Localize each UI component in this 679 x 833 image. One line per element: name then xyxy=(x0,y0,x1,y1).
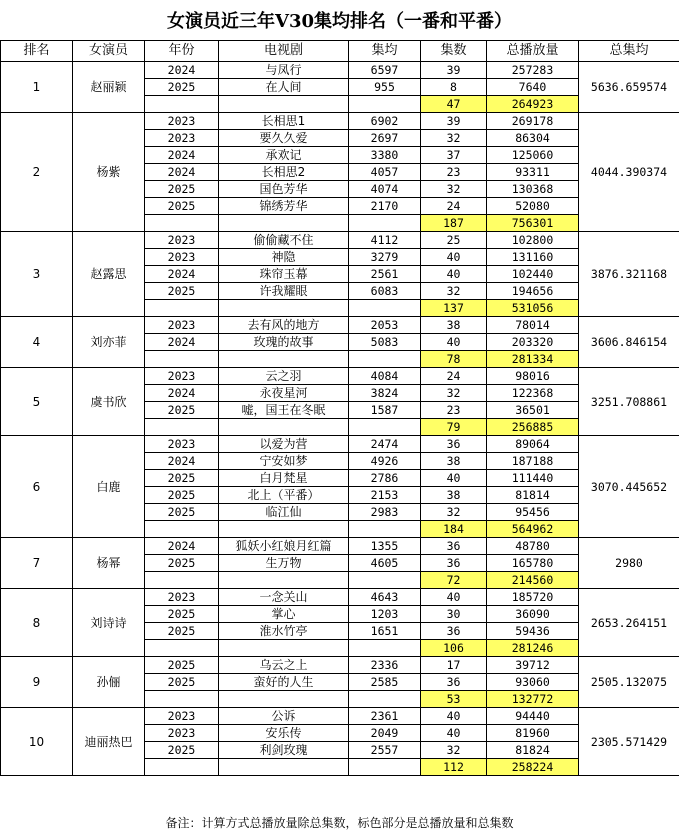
year-cell: 2023 xyxy=(145,368,219,385)
episodes-cell: 24 xyxy=(421,368,487,385)
drama-cell: 要久久爱 xyxy=(219,130,349,147)
episode-avg-cell: 4112 xyxy=(349,232,421,249)
episode-avg-cell: 3380 xyxy=(349,147,421,164)
episode-avg-cell: 3279 xyxy=(349,249,421,266)
total-episodes-cell: 72 xyxy=(421,572,487,589)
overall-avg-cell: 2505.132075 xyxy=(579,657,679,708)
actress-name-cell: 赵露思 xyxy=(73,232,145,317)
overall-avg-cell: 2653.264151 xyxy=(579,589,679,657)
rank-cell: 10 xyxy=(1,708,73,776)
table-row xyxy=(1,317,679,334)
episode-avg-cell: 2585 xyxy=(349,674,421,691)
blank-drama-cell xyxy=(219,759,349,776)
episodes-cell: 32 xyxy=(421,283,487,300)
drama-cell: 安乐传 xyxy=(219,725,349,742)
episode-avg-cell: 1355 xyxy=(349,538,421,555)
rank-cell: 2 xyxy=(1,113,73,232)
episodes-cell: 25 xyxy=(421,232,487,249)
episode-avg-cell: 955 xyxy=(349,79,421,96)
year-cell: 2023 xyxy=(145,317,219,334)
year-cell: 2025 xyxy=(145,181,219,198)
rank-cell: 8 xyxy=(1,589,73,657)
episodes-cell: 8 xyxy=(421,79,487,96)
episode-avg-cell: 2049 xyxy=(349,725,421,742)
episode-avg-cell: 4084 xyxy=(349,368,421,385)
views-cell: 93311 xyxy=(487,164,579,181)
header-actress: 女演员 xyxy=(73,41,145,62)
episodes-cell: 38 xyxy=(421,487,487,504)
episode-avg-cell: 6083 xyxy=(349,283,421,300)
year-cell: 2025 xyxy=(145,487,219,504)
blank-drama-cell xyxy=(219,96,349,113)
views-cell: 185720 xyxy=(487,589,579,606)
rank-cell: 5 xyxy=(1,368,73,436)
episode-avg-cell: 1203 xyxy=(349,606,421,623)
total-episodes-cell: 79 xyxy=(421,419,487,436)
drama-cell: 永夜星河 xyxy=(219,385,349,402)
blank-drama-cell xyxy=(219,300,349,317)
episode-avg-cell: 4057 xyxy=(349,164,421,181)
episodes-cell: 32 xyxy=(421,504,487,521)
overall-avg-cell: 4044.390374 xyxy=(579,113,679,232)
episode-avg-cell: 4643 xyxy=(349,589,421,606)
episodes-cell: 37 xyxy=(421,147,487,164)
rank-cell: 4 xyxy=(1,317,73,368)
table-row xyxy=(1,657,679,674)
header-rank: 排名 xyxy=(1,41,73,62)
overall-avg-cell: 3070.445652 xyxy=(579,436,679,538)
year-cell: 2024 xyxy=(145,147,219,164)
header-row xyxy=(1,41,679,62)
blank-avg-cell xyxy=(349,215,421,232)
blank-avg-cell xyxy=(349,300,421,317)
blank-year-cell xyxy=(145,300,219,317)
episodes-cell: 40 xyxy=(421,708,487,725)
blank-year-cell xyxy=(145,351,219,368)
blank-avg-cell xyxy=(349,521,421,538)
episode-avg-cell: 2153 xyxy=(349,487,421,504)
year-cell: 2025 xyxy=(145,657,219,674)
episode-avg-cell: 2361 xyxy=(349,708,421,725)
views-cell: 98016 xyxy=(487,368,579,385)
blank-drama-cell xyxy=(219,572,349,589)
blank-avg-cell xyxy=(349,691,421,708)
year-cell: 2025 xyxy=(145,198,219,215)
drama-cell: 淮水竹亭 xyxy=(219,623,349,640)
overall-avg-cell: 3606.846154 xyxy=(579,317,679,368)
views-cell: 187188 xyxy=(487,453,579,470)
year-cell: 2023 xyxy=(145,589,219,606)
views-cell: 131160 xyxy=(487,249,579,266)
episode-avg-cell: 2170 xyxy=(349,198,421,215)
year-cell: 2023 xyxy=(145,232,219,249)
views-cell: 39712 xyxy=(487,657,579,674)
actress-name-cell: 孙俪 xyxy=(73,657,145,708)
total-views-cell: 531056 xyxy=(487,300,579,317)
views-cell: 257283 xyxy=(487,62,579,79)
views-cell: 111440 xyxy=(487,470,579,487)
total-views-cell: 256885 xyxy=(487,419,579,436)
views-cell: 89064 xyxy=(487,436,579,453)
table-title: 女演员近三年V30集均排名（一番和平番） xyxy=(0,0,679,41)
drama-cell: 一念关山 xyxy=(219,589,349,606)
table-row xyxy=(1,113,679,130)
drama-cell: 以爱为营 xyxy=(219,436,349,453)
episodes-cell: 40 xyxy=(421,470,487,487)
views-cell: 125060 xyxy=(487,147,579,164)
year-cell: 2024 xyxy=(145,334,219,351)
blank-drama-cell xyxy=(219,419,349,436)
total-views-cell: 281246 xyxy=(487,640,579,657)
episodes-cell: 36 xyxy=(421,555,487,572)
year-cell: 2023 xyxy=(145,249,219,266)
year-cell: 2025 xyxy=(145,674,219,691)
table-row xyxy=(1,708,679,725)
episode-avg-cell: 2697 xyxy=(349,130,421,147)
blank-avg-cell xyxy=(349,759,421,776)
episodes-cell: 39 xyxy=(421,113,487,130)
rank-cell: 3 xyxy=(1,232,73,317)
drama-cell: 利剑玫瑰 xyxy=(219,742,349,759)
year-cell: 2025 xyxy=(145,79,219,96)
blank-avg-cell xyxy=(349,96,421,113)
drama-cell: 承欢记 xyxy=(219,147,349,164)
episode-avg-cell: 4926 xyxy=(349,453,421,470)
views-cell: 94440 xyxy=(487,708,579,725)
views-cell: 165780 xyxy=(487,555,579,572)
drama-cell: 生万物 xyxy=(219,555,349,572)
drama-cell: 在人间 xyxy=(219,79,349,96)
total-episodes-cell: 137 xyxy=(421,300,487,317)
blank-year-cell xyxy=(145,572,219,589)
year-cell: 2024 xyxy=(145,62,219,79)
views-cell: 130368 xyxy=(487,181,579,198)
total-views-cell: 264923 xyxy=(487,96,579,113)
overall-avg-cell: 2305.571429 xyxy=(579,708,679,776)
rank-cell: 9 xyxy=(1,657,73,708)
drama-cell: 临江仙 xyxy=(219,504,349,521)
total-episodes-cell: 53 xyxy=(421,691,487,708)
total-episodes-cell: 184 xyxy=(421,521,487,538)
episodes-cell: 32 xyxy=(421,181,487,198)
blank-drama-cell xyxy=(219,691,349,708)
episodes-cell: 38 xyxy=(421,453,487,470)
year-cell: 2024 xyxy=(145,538,219,555)
year-cell: 2025 xyxy=(145,470,219,487)
views-cell: 48780 xyxy=(487,538,579,555)
year-cell: 2025 xyxy=(145,402,219,419)
views-cell: 36090 xyxy=(487,606,579,623)
table-row xyxy=(1,538,679,555)
year-cell: 2024 xyxy=(145,164,219,181)
actress-name-cell: 迪丽热巴 xyxy=(73,708,145,776)
episodes-cell: 39 xyxy=(421,62,487,79)
drama-cell: 珠帘玉幕 xyxy=(219,266,349,283)
year-cell: 2025 xyxy=(145,742,219,759)
views-cell: 86304 xyxy=(487,130,579,147)
total-episodes-cell: 106 xyxy=(421,640,487,657)
drama-cell: 蛮好的人生 xyxy=(219,674,349,691)
rank-cell: 7 xyxy=(1,538,73,589)
blank-avg-cell xyxy=(349,572,421,589)
overall-avg-cell: 2980 xyxy=(579,538,679,589)
year-cell: 2023 xyxy=(145,130,219,147)
episodes-cell: 32 xyxy=(421,742,487,759)
total-views-cell: 214560 xyxy=(487,572,579,589)
episode-avg-cell: 2474 xyxy=(349,436,421,453)
episode-avg-cell: 5083 xyxy=(349,334,421,351)
actress-name-cell: 虞书欣 xyxy=(73,368,145,436)
episodes-cell: 17 xyxy=(421,657,487,674)
table-row xyxy=(1,62,679,79)
episode-avg-cell: 2053 xyxy=(349,317,421,334)
views-cell: 78014 xyxy=(487,317,579,334)
episode-avg-cell: 1587 xyxy=(349,402,421,419)
episode-avg-cell: 4074 xyxy=(349,181,421,198)
year-cell: 2025 xyxy=(145,555,219,572)
views-cell: 36501 xyxy=(487,402,579,419)
year-cell: 2023 xyxy=(145,113,219,130)
episodes-cell: 36 xyxy=(421,623,487,640)
blank-drama-cell xyxy=(219,640,349,657)
header-overall-avg: 总集均 xyxy=(579,41,679,62)
episodes-cell: 36 xyxy=(421,436,487,453)
drama-cell: 去有风的地方 xyxy=(219,317,349,334)
year-cell: 2023 xyxy=(145,436,219,453)
episodes-cell: 36 xyxy=(421,538,487,555)
views-cell: 102440 xyxy=(487,266,579,283)
episode-avg-cell: 2786 xyxy=(349,470,421,487)
actress-name-cell: 白鹿 xyxy=(73,436,145,538)
drama-cell: 玫瑰的故事 xyxy=(219,334,349,351)
overall-avg-cell: 3876.321168 xyxy=(579,232,679,317)
rank-cell: 6 xyxy=(1,436,73,538)
episodes-cell: 32 xyxy=(421,385,487,402)
views-cell: 203320 xyxy=(487,334,579,351)
drama-cell: 偷偷藏不住 xyxy=(219,232,349,249)
blank-year-cell xyxy=(145,419,219,436)
actress-name-cell: 杨紫 xyxy=(73,113,145,232)
header-drama: 电视剧 xyxy=(219,41,349,62)
total-views-cell: 258224 xyxy=(487,759,579,776)
episode-avg-cell: 6597 xyxy=(349,62,421,79)
year-cell: 2024 xyxy=(145,266,219,283)
drama-cell: 乌云之上 xyxy=(219,657,349,674)
episodes-cell: 40 xyxy=(421,725,487,742)
views-cell: 7640 xyxy=(487,79,579,96)
blank-year-cell xyxy=(145,640,219,657)
overall-avg-cell: 5636.659574 xyxy=(579,62,679,113)
header-total-views: 总播放量 xyxy=(487,41,579,62)
year-cell: 2025 xyxy=(145,283,219,300)
episodes-cell: 40 xyxy=(421,334,487,351)
episode-avg-cell: 3824 xyxy=(349,385,421,402)
views-cell: 52080 xyxy=(487,198,579,215)
blank-year-cell xyxy=(145,691,219,708)
episode-avg-cell: 4605 xyxy=(349,555,421,572)
drama-cell: 公诉 xyxy=(219,708,349,725)
views-cell: 93060 xyxy=(487,674,579,691)
drama-cell: 掌心 xyxy=(219,606,349,623)
views-cell: 269178 xyxy=(487,113,579,130)
episodes-cell: 24 xyxy=(421,198,487,215)
year-cell: 2025 xyxy=(145,504,219,521)
ranking-table xyxy=(0,40,679,776)
episode-avg-cell: 2336 xyxy=(349,657,421,674)
blank-avg-cell xyxy=(349,351,421,368)
year-cell: 2024 xyxy=(145,453,219,470)
actress-name-cell: 刘亦菲 xyxy=(73,317,145,368)
episodes-cell: 32 xyxy=(421,130,487,147)
blank-year-cell xyxy=(145,96,219,113)
episodes-cell: 40 xyxy=(421,266,487,283)
drama-cell: 宁安如梦 xyxy=(219,453,349,470)
episode-avg-cell: 2557 xyxy=(349,742,421,759)
header-year: 年份 xyxy=(145,41,219,62)
views-cell: 81814 xyxy=(487,487,579,504)
drama-cell: 云之羽 xyxy=(219,368,349,385)
episodes-cell: 36 xyxy=(421,674,487,691)
views-cell: 194656 xyxy=(487,283,579,300)
year-cell: 2025 xyxy=(145,623,219,640)
episode-avg-cell: 6902 xyxy=(349,113,421,130)
table-row xyxy=(1,368,679,385)
episodes-cell: 40 xyxy=(421,589,487,606)
actress-name-cell: 杨幂 xyxy=(73,538,145,589)
drama-cell: 白月梵星 xyxy=(219,470,349,487)
blank-avg-cell xyxy=(349,640,421,657)
overall-avg-cell: 3251.708861 xyxy=(579,368,679,436)
episodes-cell: 23 xyxy=(421,402,487,419)
views-cell: 95456 xyxy=(487,504,579,521)
drama-cell: 长相思2 xyxy=(219,164,349,181)
total-episodes-cell: 187 xyxy=(421,215,487,232)
views-cell: 81960 xyxy=(487,725,579,742)
views-cell: 59436 xyxy=(487,623,579,640)
total-views-cell: 564962 xyxy=(487,521,579,538)
header-episodes: 集数 xyxy=(421,41,487,62)
total-episodes-cell: 78 xyxy=(421,351,487,368)
year-cell: 2024 xyxy=(145,385,219,402)
drama-cell: 许我耀眼 xyxy=(219,283,349,300)
blank-year-cell xyxy=(145,521,219,538)
views-cell: 81824 xyxy=(487,742,579,759)
table-row xyxy=(1,436,679,453)
blank-drama-cell xyxy=(219,351,349,368)
actress-name-cell: 刘诗诗 xyxy=(73,589,145,657)
blank-drama-cell xyxy=(219,521,349,538)
total-views-cell: 132772 xyxy=(487,691,579,708)
total-episodes-cell: 112 xyxy=(421,759,487,776)
drama-cell: 长相思1 xyxy=(219,113,349,130)
table-row xyxy=(1,589,679,606)
blank-year-cell xyxy=(145,759,219,776)
drama-cell: 锦绣芳华 xyxy=(219,198,349,215)
drama-cell: 国色芳华 xyxy=(219,181,349,198)
rank-cell: 1 xyxy=(1,62,73,113)
episodes-cell: 40 xyxy=(421,249,487,266)
actress-name-cell: 赵丽颖 xyxy=(73,62,145,113)
blank-drama-cell xyxy=(219,215,349,232)
header-episode-avg: 集均 xyxy=(349,41,421,62)
drama-cell: 狐妖小红娘月红篇 xyxy=(219,538,349,555)
drama-cell: 神隐 xyxy=(219,249,349,266)
episode-avg-cell: 1651 xyxy=(349,623,421,640)
year-cell: 2023 xyxy=(145,708,219,725)
views-cell: 122368 xyxy=(487,385,579,402)
episodes-cell: 23 xyxy=(421,164,487,181)
drama-cell: 嘘，国王在冬眠 xyxy=(219,402,349,419)
drama-cell: 北上（平番） xyxy=(219,487,349,504)
year-cell: 2023 xyxy=(145,725,219,742)
drama-cell: 与凤行 xyxy=(219,62,349,79)
total-views-cell: 281334 xyxy=(487,351,579,368)
total-episodes-cell: 47 xyxy=(421,96,487,113)
episode-avg-cell: 2983 xyxy=(349,504,421,521)
total-views-cell: 756301 xyxy=(487,215,579,232)
year-cell: 2025 xyxy=(145,606,219,623)
episode-avg-cell: 2561 xyxy=(349,266,421,283)
footnote: 备注：计算方式总播放量除总集数，标色部分是总播放量和总集数 xyxy=(165,816,514,830)
blank-avg-cell xyxy=(349,419,421,436)
episodes-cell: 38 xyxy=(421,317,487,334)
views-cell: 102800 xyxy=(487,232,579,249)
blank-year-cell xyxy=(145,215,219,232)
table-row xyxy=(1,232,679,249)
episodes-cell: 30 xyxy=(421,606,487,623)
